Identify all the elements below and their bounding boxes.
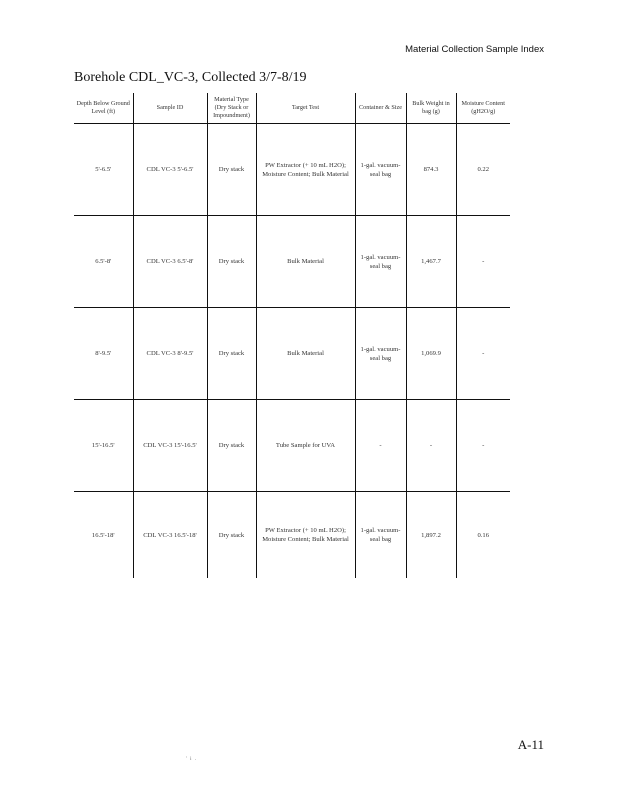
sample-table <box>74 93 510 578</box>
cell-sample-id: CDL VC-3 16.5'-18' <box>133 492 207 579</box>
cell-container: - <box>355 400 406 492</box>
table-header-row <box>74 93 510 124</box>
cell-target-test: Bulk Material <box>256 308 355 400</box>
cell-sample-id: CDL VC-3 8'-9.5' <box>133 308 207 400</box>
header-depth: Depth Below Ground Level (ft) <box>74 93 133 124</box>
cell-container: 1-gal. vacuum-seal bag <box>355 492 406 579</box>
running-header: Material Collection Sample Index <box>405 44 544 55</box>
cell-moisture: - <box>456 400 510 492</box>
cell-sample-id: CDL VC-3 15'-16.5' <box>133 400 207 492</box>
table-row <box>74 308 510 400</box>
cell-target-test: Tube Sample for UVA <box>256 400 355 492</box>
header-bulk-weight: Bulk Weight in bag (g) <box>406 93 456 124</box>
table-row <box>74 124 510 216</box>
cell-target-test: PW Extractor (+ 10 mL H2O); Moisture Content; Bulk Material <box>256 492 355 579</box>
cell-bulk-weight: 874.3 <box>406 124 456 216</box>
cell-material-type: Dry stack <box>207 308 256 400</box>
cell-depth: 8'-9.5' <box>74 308 133 400</box>
page-number: A-11 <box>517 737 544 752</box>
cell-depth: 6.5'-8' <box>74 216 133 308</box>
cell-material-type: Dry stack <box>207 400 256 492</box>
cell-moisture: 0.22 <box>456 124 510 216</box>
cell-depth: 15'-16.5' <box>74 400 133 492</box>
cell-depth: 16.5'-18' <box>91 531 115 539</box>
cell-material-type: Dry stack <box>207 216 256 308</box>
header-moisture: Moisture Content (gH2O/g) <box>456 93 510 124</box>
cell-moisture: - <box>456 216 510 308</box>
table-row <box>74 400 510 492</box>
footer-marks: ' i . <box>186 757 198 762</box>
header-target-test: Target Test <box>256 93 355 124</box>
cell-sample-id: CDL VC-3 6.5'-8' <box>133 216 207 308</box>
cell-container: 1-gal. vacuum-seal bag <box>355 308 406 400</box>
cell-bulk-weight: 1,069.9 <box>406 308 456 400</box>
cell-bulk-weight: 1,467.7 <box>406 216 456 308</box>
table-row <box>74 216 510 308</box>
cell-material-type: Dry stack <box>207 492 256 579</box>
cell-bulk-weight: - <box>406 400 456 492</box>
cell-container: 1-gal. vacuum-seal bag <box>355 216 406 308</box>
cell-target-test: Bulk Material <box>256 216 355 308</box>
cell-moisture: 0.16 <box>456 492 510 579</box>
section-title: Borehole CDL_VC-3, Collected 3/7-8/19 <box>74 70 307 85</box>
header-container: Container & Size <box>355 93 406 124</box>
cell-moisture: - <box>456 308 510 400</box>
cell-depth: 5'-6.5' <box>74 124 133 216</box>
cell-material-type: Dry stack <box>207 124 256 216</box>
cell-bulk-weight: 1,897.2 <box>406 492 456 579</box>
cell-sample-id: CDL VC-3 5'-6.5' <box>133 124 207 216</box>
cell-target-test: PW Extractor (+ 10 mL H2O); Moisture Content; Bulk Material <box>256 124 355 216</box>
cell-container: 1-gal. vacuum-seal bag <box>355 124 406 216</box>
table-row <box>74 492 510 579</box>
header-sample-id: Sample ID <box>133 93 207 124</box>
header-material-type: Material Type (Dry Stack or Impoundment) <box>207 93 256 124</box>
